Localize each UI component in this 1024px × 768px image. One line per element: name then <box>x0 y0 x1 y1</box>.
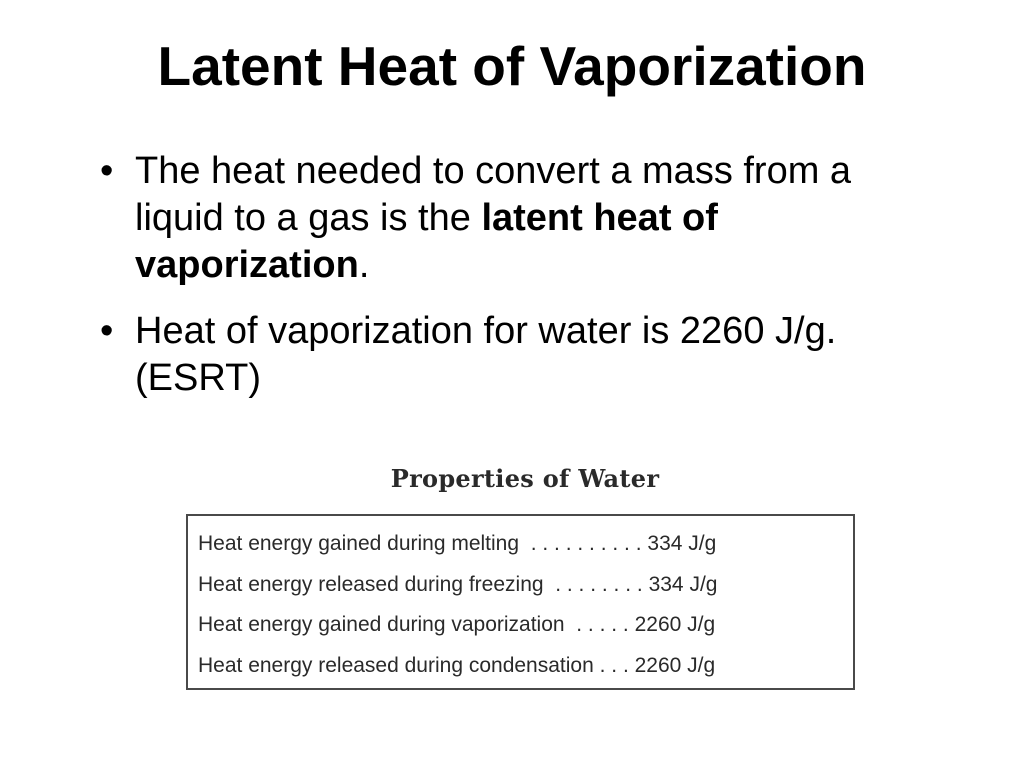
bullet-text: Heat of vaporization for water is 2260 J/g. (ESRT) <box>135 310 837 399</box>
table-row: Heat energy released during condensation . . . 2260 J/g <box>198 653 716 677</box>
bullet-text-part: The heat needed to convert a mass from a liquid to a gas is the <box>135 150 852 239</box>
bullet-marker: • <box>100 310 114 352</box>
bullet-latent-heat-definition <box>100 148 930 289</box>
slide-title: Latent Heat of Vaporization <box>157 35 867 97</box>
bold-term: latent heat of vaporization <box>135 197 718 286</box>
bullet-list <box>100 148 930 421</box>
properties-of-water-table <box>186 514 855 690</box>
table-row: Heat energy gained during melting . . . . . . . . . . 334 J/g <box>198 532 717 555</box>
properties-of-water-title: Properties of Water <box>390 464 660 493</box>
table-row: Heat energy gained during vaporization . . . . . 2260 J/g <box>198 613 716 636</box>
bullet-text-end: . <box>358 244 370 286</box>
bullet-marker: • <box>100 150 114 192</box>
table-row: Heat energy released during freezing . . . . . . . . 334 J/g <box>198 572 718 596</box>
bullet-water-vaporization-value <box>100 308 930 402</box>
